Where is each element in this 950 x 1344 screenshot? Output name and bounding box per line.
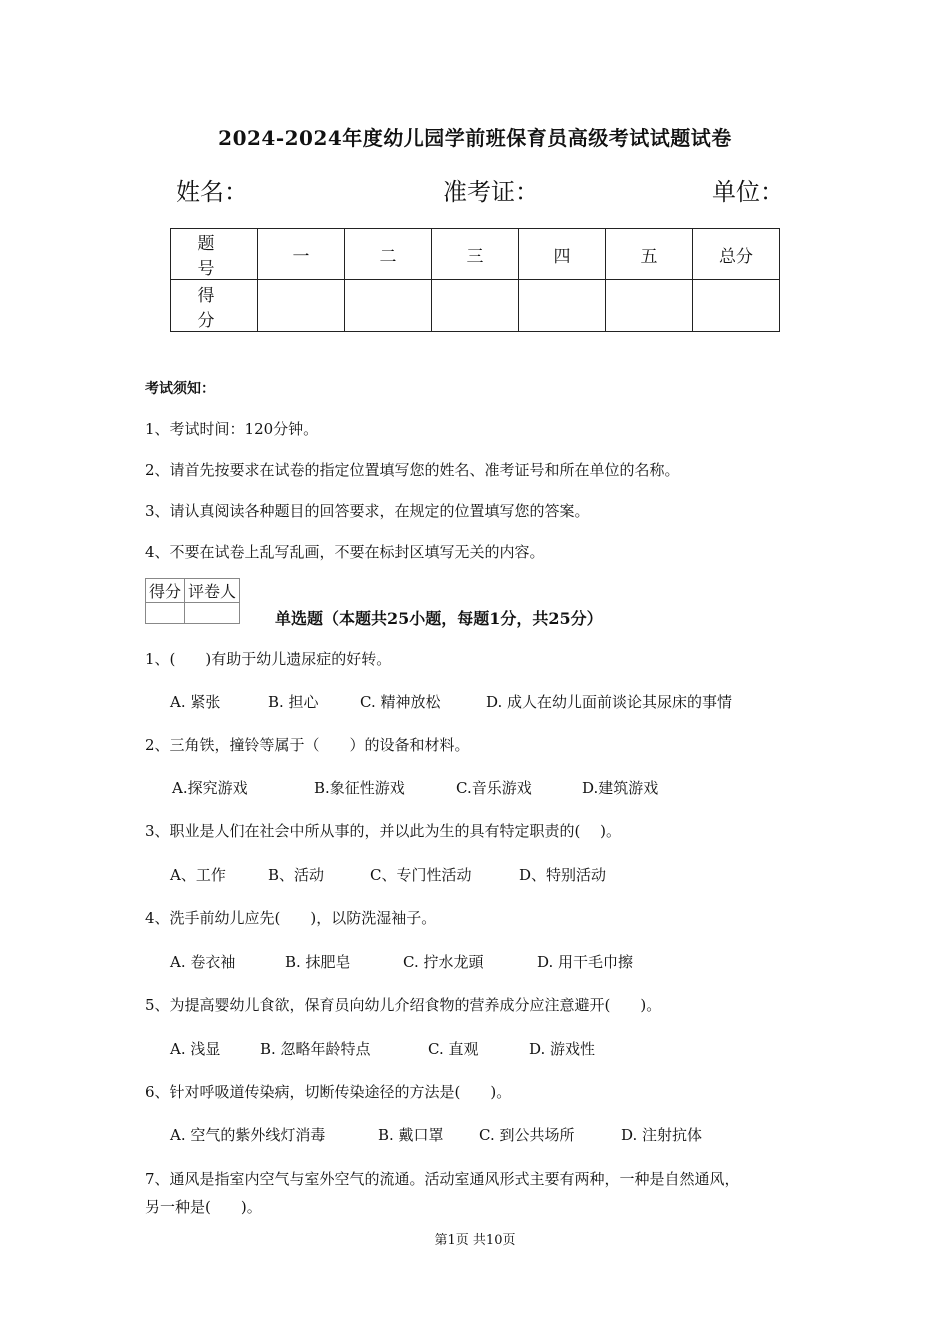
- grader-score-label: 得分: [146, 579, 185, 603]
- score-cell[interactable]: [432, 280, 519, 332]
- grader-reviewer-cell[interactable]: [185, 603, 240, 624]
- grader-score-cell[interactable]: [146, 603, 185, 624]
- q5-option-c: C. 直观: [428, 1040, 479, 1058]
- score-cell[interactable]: [258, 280, 345, 332]
- q2-option-d: D.建筑游戏: [582, 779, 659, 797]
- notice-title: 考试须知：: [145, 381, 215, 397]
- q2-option-a: A.探究游戏: [172, 779, 248, 797]
- name-label: 姓名：: [176, 178, 248, 206]
- q6-option-a: A. 空气的紫外线灯消毒: [170, 1126, 326, 1144]
- grader-table: [145, 578, 240, 624]
- score-cell[interactable]: [606, 280, 693, 332]
- question-5: 5、为提高婴幼儿食欲，保育员向幼儿介绍食物的营养成分应注意避开( )。: [145, 996, 662, 1014]
- q1-option-d: D. 成人在幼儿面前谈论其尿床的事情: [486, 693, 733, 711]
- notice-item: 4、不要在试卷上乱写乱画，不要在标封区填写无关的内容。: [145, 543, 545, 561]
- q4-option-a: A. 卷衣袖: [170, 953, 236, 971]
- grader-reviewer-label: 评卷人: [185, 579, 240, 603]
- q3-option-d: D、特别活动: [519, 866, 607, 884]
- score-cell[interactable]: [519, 280, 606, 332]
- q1-option-b: B. 担心: [268, 693, 319, 711]
- q2-option-c: C.音乐游戏: [456, 779, 532, 797]
- score-table: [170, 228, 780, 332]
- q5-option-d: D. 游戏性: [529, 1040, 596, 1058]
- header-cell: 题 号: [171, 229, 258, 280]
- header-cell: 三: [432, 229, 519, 280]
- q6-option-d: D. 注射抗体: [621, 1126, 703, 1144]
- question-6: 6、针对呼吸道传染病，切断传染途径的方法是( )。: [145, 1083, 512, 1101]
- q4-option-d: D. 用干毛巾擦: [537, 953, 634, 971]
- score-cell[interactable]: [693, 280, 780, 332]
- page-footer: 第1页 共10页: [434, 1233, 516, 1248]
- q3-option-c: C、专门性活动: [370, 866, 472, 884]
- question-7: 7、通风是指室内空气与室外空气的流通。活动室通风形式主要有两种，一种是自然通风，: [145, 1170, 740, 1188]
- q1-option-c: C. 精神放松: [360, 693, 441, 711]
- header-cell: 五: [606, 229, 693, 280]
- q6-option-c: C. 到公共场所: [479, 1126, 575, 1144]
- section-title: 单选题（本题共25小题，每题1分，共25分）: [275, 609, 603, 628]
- q2-option-b: B.象征性游戏: [314, 779, 405, 797]
- question-3: 3、职业是人们在社会中所从事的，并以此为生的具有特定职责的( )。: [145, 822, 622, 840]
- exam-title: 2024-2024年度幼儿园学前班保育员高级考试试题试卷: [218, 126, 732, 150]
- q3-option-b: B、活动: [268, 866, 325, 884]
- notice-item: 3、请认真阅读各种题目的回答要求，在规定的位置填写您的答案。: [145, 502, 590, 520]
- header-cell: 四: [519, 229, 606, 280]
- score-table-header-row: [171, 229, 780, 280]
- q4-option-c: C. 拧水龙頭: [403, 953, 484, 971]
- header-cell: 二: [345, 229, 432, 280]
- q1-option-a: A. 紧张: [170, 693, 221, 711]
- q5-option-a: A. 浅显: [170, 1040, 221, 1058]
- question-4: 4、洗手前幼儿应先( )，以防洗湿袖子。: [145, 909, 437, 927]
- score-cell[interactable]: [345, 280, 432, 332]
- header-cell: 总分: [693, 229, 780, 280]
- q5-option-b: B. 忽略年龄特点: [260, 1040, 371, 1058]
- row-label: 得 分: [171, 280, 258, 332]
- question-7-continued: 另一种是( )。: [145, 1198, 262, 1216]
- q3-option-a: A、工作: [170, 866, 226, 884]
- question-1: 1、( )有助于幼儿遗尿症的好转。: [145, 650, 392, 668]
- unit-label: 单位：: [712, 178, 784, 206]
- score-table-score-row: [171, 280, 780, 332]
- exam-id-label: 准考证：: [443, 178, 539, 206]
- q6-option-b: B. 戴口罩: [378, 1126, 444, 1144]
- header-cell: 一: [258, 229, 345, 280]
- question-2: 2、三角铁，撞铃等属于（ ）的设备和材料。: [145, 736, 470, 754]
- notice-item: 2、请首先按要求在试卷的指定位置填写您的姓名、准考证号和所在单位的名称。: [145, 461, 680, 479]
- notice-item: 1、考试时间：120分钟。: [145, 420, 319, 438]
- q4-option-b: B. 抹肥皂: [285, 953, 351, 971]
